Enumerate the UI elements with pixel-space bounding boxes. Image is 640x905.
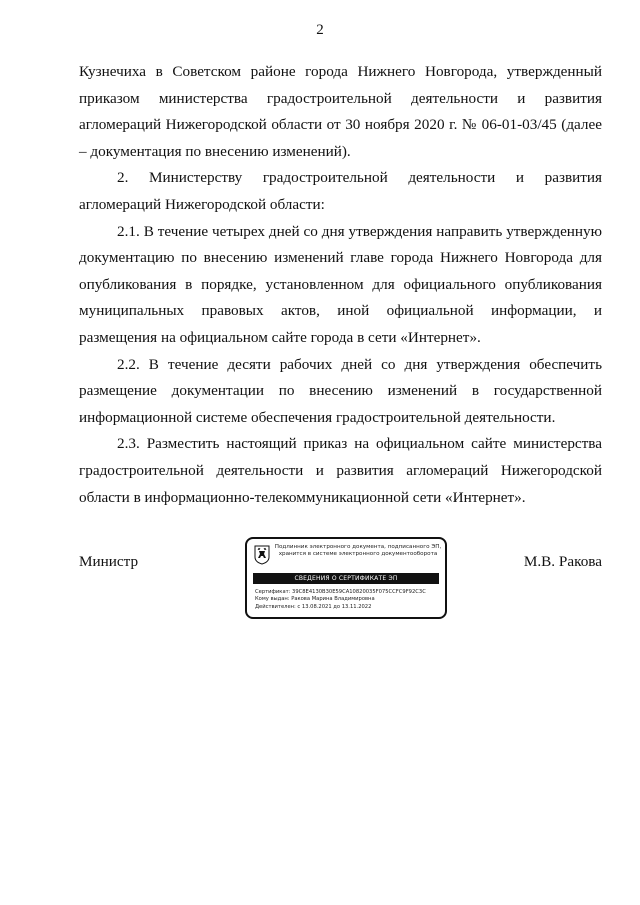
stamp-certificate-owner: Кому выдан: Ракова Марина Владимировна <box>255 596 375 603</box>
stamp-header-line-2: хранится в системе электронного документооборота <box>278 551 438 557</box>
signatory-position: Министр <box>79 553 139 570</box>
deer-emblem-icon <box>254 545 270 565</box>
paragraph-item-2-1: 2.1. В течение четырех дней со дня утверждения направить утвержденную документацию по внесению изменений главе города Нижнего Новгорода для опубликования в порядке, установленном для официального опубликования муниципальных правовых актов, иной официальной информации, и размещения на официальном сайте города в сети «Интернет». <box>79 222 602 346</box>
stamp-certificate-number: Сертификат: 39C8E4130B30E59CA10820035F075CCFC9F92C3C <box>255 589 426 595</box>
paragraph-item-2: 2. Министерству градостроительной деятельности и развития агломераций Нижегородской области: <box>79 169 602 213</box>
paragraph-item-2-2: 2.2. В течение десяти рабочих дней со дня утверждения обеспечить размещение документации по внесению изменений в государственной информационной системе обеспечения градостроительной деятельности. <box>79 355 602 426</box>
stamp-header-text <box>273 544 443 558</box>
electronic-signature-stamp <box>245 537 447 619</box>
document-body <box>79 59 602 511</box>
paragraph-continuation: Кузнечиха в Советском районе города Нижнего Новгорода, утвержденный приказом министерства градостроительной деятельности и развития агломераций Нижегородской области от 30 ноября 2020 г. № 06-01-03/45 (далее – документация по внесению изменений). <box>79 63 602 160</box>
stamp-certificate-validity: Действителен: с 13.08.2021 до 13.11.2022 <box>255 603 372 610</box>
stamp-certificate-title: СВЕДЕНИЯ О СЕРТИФИКАТЕ ЭП <box>253 573 439 584</box>
stamp-header-line-1: Подлинник электронного документа, подписанного ЭП, <box>274 544 442 550</box>
paragraph-item-2-3: 2.3. Разместить настоящий приказ на официальном сайте министерства градостроительной деятельности и развития агломераций Нижегородской области в информационно-телекоммуникационной сети «Интернет». <box>79 435 602 506</box>
page-number: 2 <box>316 22 324 38</box>
stamp-certificate-details <box>255 589 441 611</box>
signatory-name: М.В. Ракова <box>523 553 602 570</box>
